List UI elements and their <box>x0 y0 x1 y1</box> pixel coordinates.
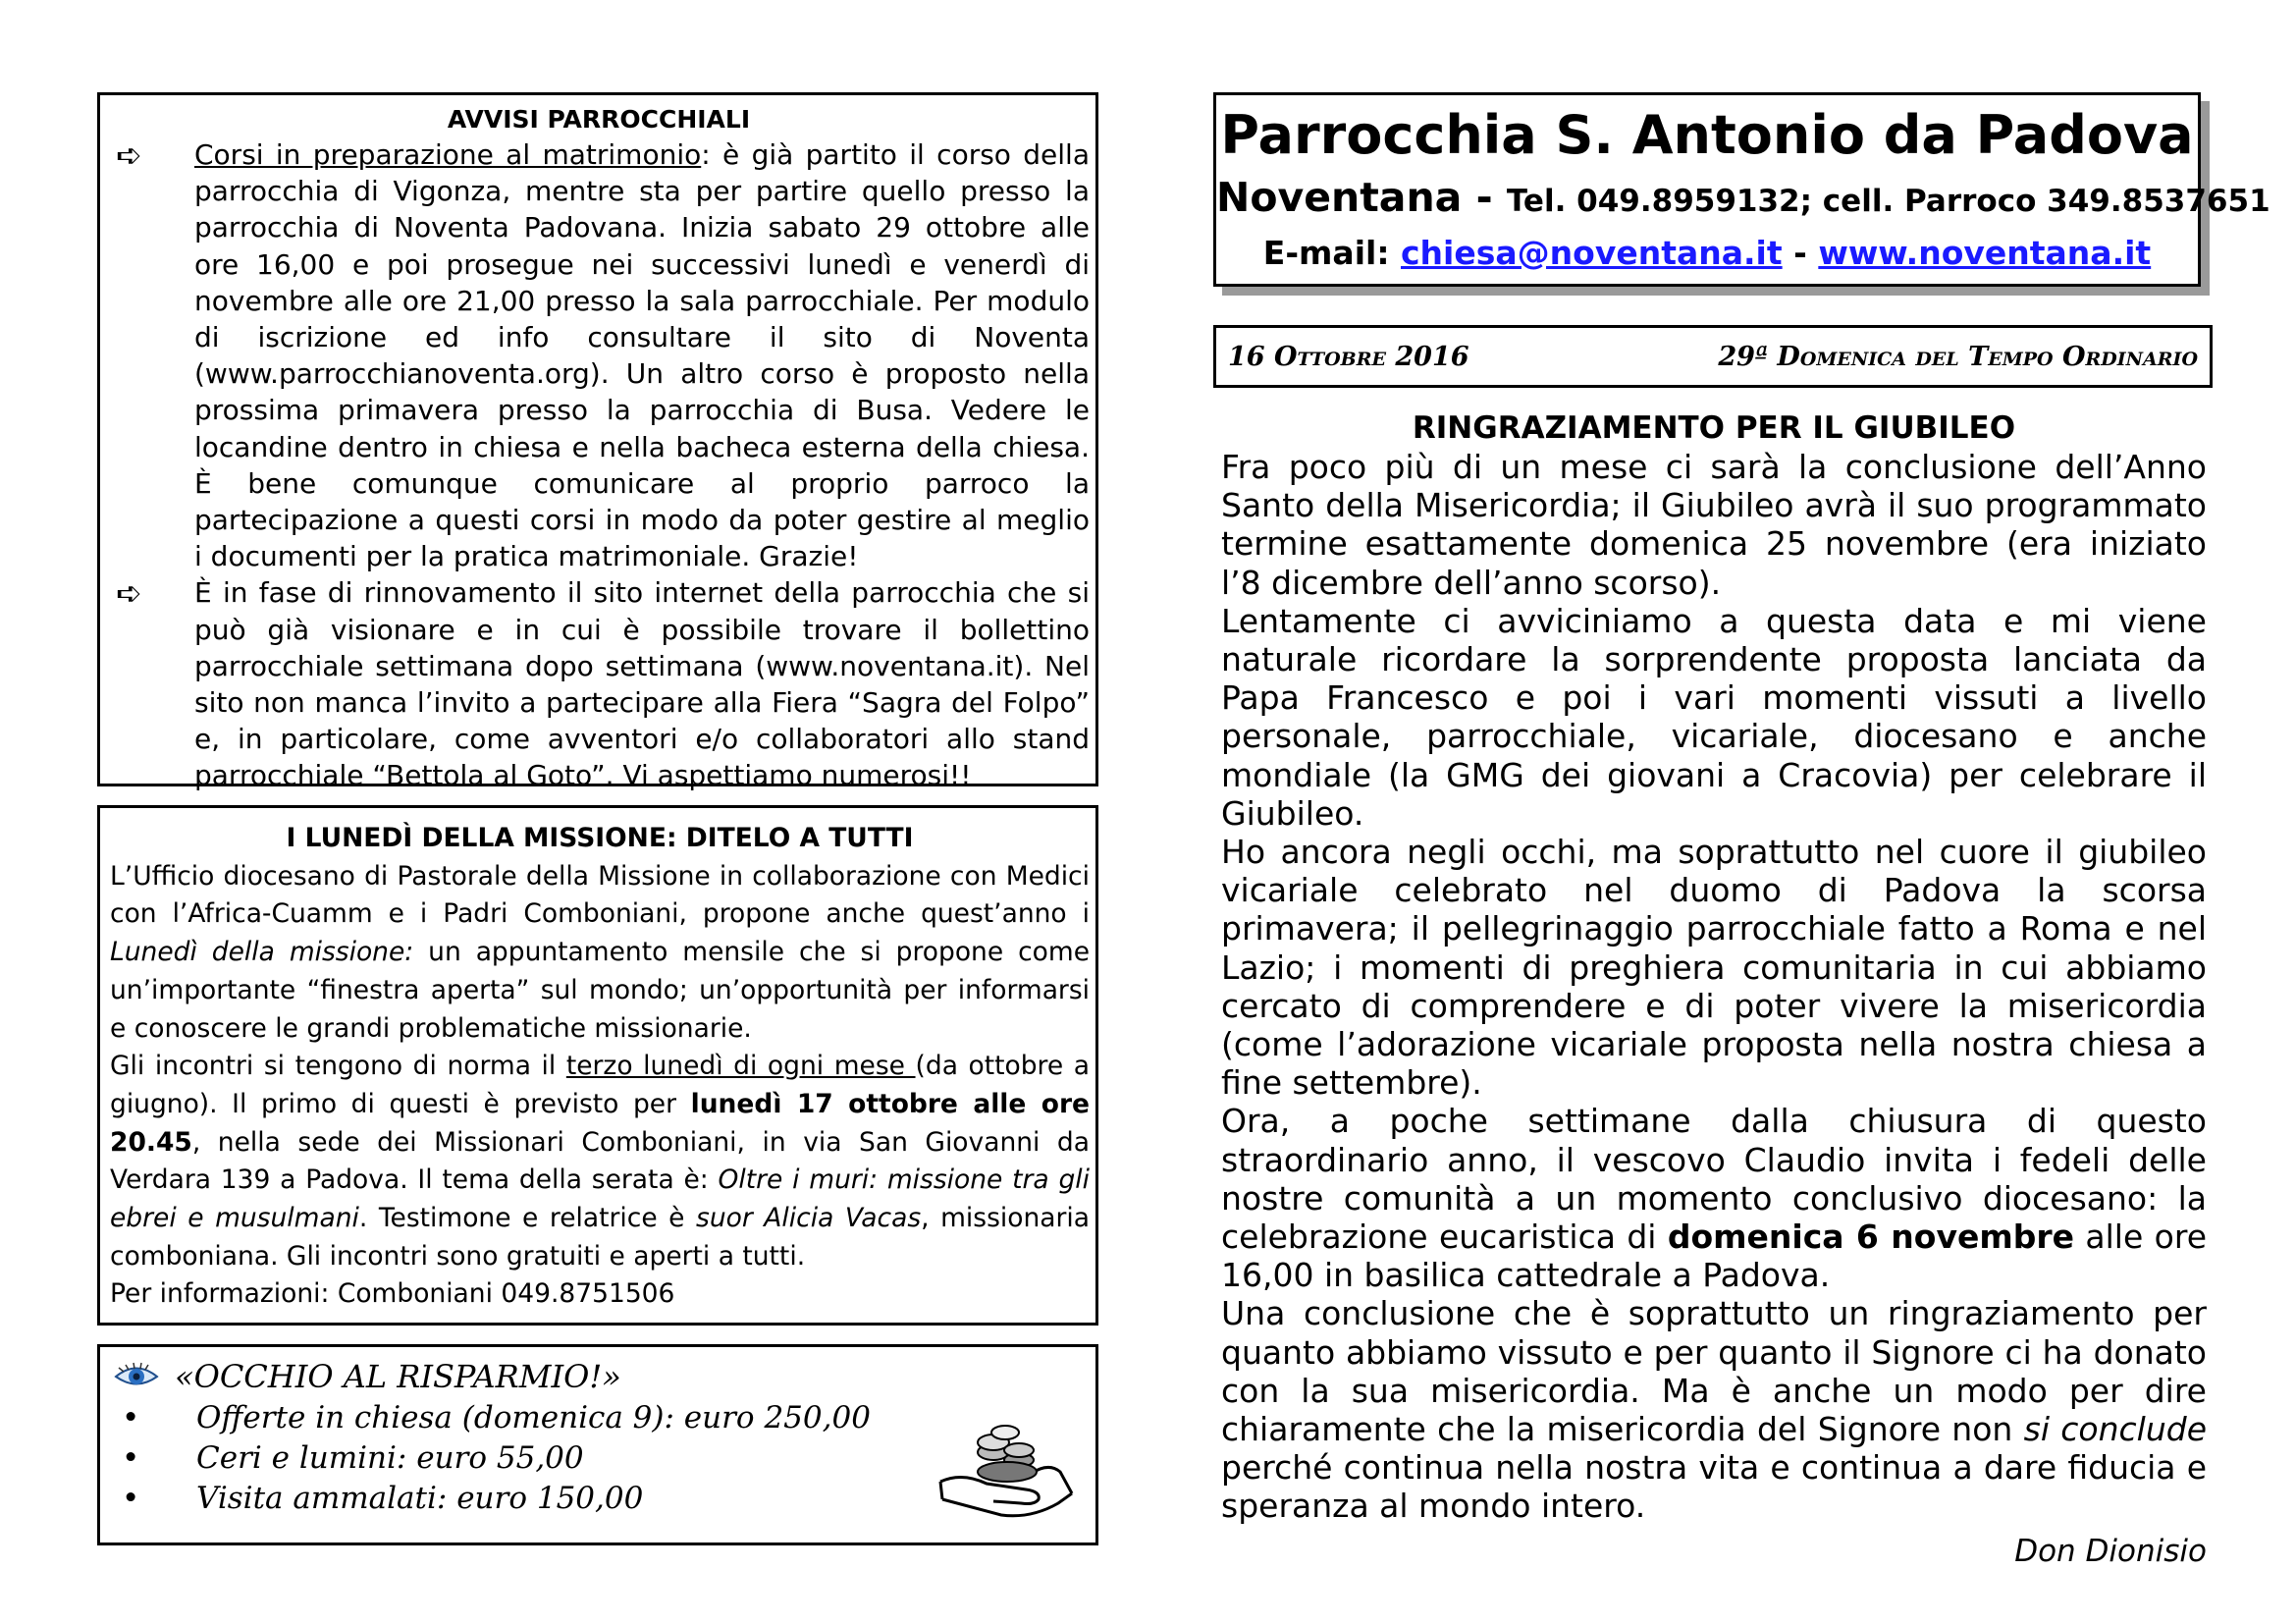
article-title: RINGRAZIAMENTO PER IL GIUBILEO <box>1412 410 2016 446</box>
article-signature: Don Dionisio <box>2014 1533 2207 1569</box>
lunedi-p2-text-e: , missionaria comboniana. Gli incontri sono gratuiti e aperti a tutti. <box>110 1203 1091 1272</box>
hands-with-coins-icon <box>933 1413 1080 1529</box>
website-link[interactable]: www.noventana.it <box>1818 234 2152 272</box>
article-p4-date: domenica 6 novembre <box>1667 1218 2075 1257</box>
occhio-title-row <box>114 1355 1090 1398</box>
lunedi-p2-theme: Oltre i muri: missione tra gli ebrei e musulmani <box>110 1164 1090 1234</box>
article-paragraph: Lentamente ci avviciniamo a questa data e mi viene naturale ricordare la sorprendente proposta lanciata da Papa Francesco e poi i vari momenti vissuti a livello personale, parrocchiale, vicariale, diocesano e anche mondiale (la GMG dei giovani a Cracovia) per celebrare il Giubileo. <box>1221 601 2207 833</box>
lunedi-p2-date: lunedì 17 ottobre alle ore 20.45 <box>110 1088 1090 1158</box>
avvisi-item2-text: È in fase di rinnovamento il sito internet della parrocchia che si può già visionare e in cui è possibile trovare il bollettino parrocchiale settimana dopo settimana (www.noventana.it). Nel sito non manca l’invito a partecipare alla Fiera “Sagra del Folpo” e, in particolare, come avventori e/o collaboratori allo stand parrocchiale “Bettola al Goto”. Vi aspettiamo numerosi!! <box>194 576 1090 792</box>
parish-header <box>1213 92 2270 287</box>
lunedi-title: I LUNEDÌ DELLA MISSIONE: DITELO A TUTTI <box>286 823 914 853</box>
avvisi-item-sito <box>108 574 1090 793</box>
date-line <box>1213 325 2213 388</box>
article-paragraph <box>1221 1102 2207 1294</box>
avvisi-item-matrimonio <box>108 136 1090 574</box>
article-giubileo <box>1221 408 2207 1573</box>
liturgical-sunday: 29ª Domenica del Tempo Ordinario <box>1718 341 2198 372</box>
lunedi-paragraph-2 <box>110 1048 1090 1275</box>
lunedi-p2-underline: terzo lunedì di ogni mese <box>565 1051 916 1082</box>
parish-title: Parrocchia S. Antonio da Padova <box>1220 104 2194 166</box>
parish-contacts <box>1216 170 2270 229</box>
article-paragraph <box>1221 1294 2207 1525</box>
separator: - <box>1782 234 1819 272</box>
lunedi-paragraph-1 <box>110 858 1090 1049</box>
lunedi-p1-italic: Lunedì della missione: <box>110 937 414 968</box>
parish-web-row <box>1216 229 2198 278</box>
eye-icon <box>114 1362 159 1391</box>
bullet-icon: • <box>122 1400 140 1435</box>
lunedi-p2-speaker: suor Alicia Vacas <box>696 1203 922 1234</box>
lunedi-p2-text-a: Gli incontri si tengono di norma il <box>110 1051 566 1082</box>
article-p4-text-a: Ora, a poche settimane dalla chiusura di questo straordinario anno, il vescovo Claudio invita i fedeli delle nostre comunità a un momento conclusivo diocesano: la celebrazione eucaristica di <box>1221 1102 2207 1257</box>
email-link[interactable]: chiesa@noventana.it <box>1401 234 1783 272</box>
lunedi-p1-text-b: un appuntamento mensile che si propone come un’importante “finestra aperta” sul mondo; un’opportunità per informarsi e conoscere le grandi problematiche missionarie. <box>110 937 1090 1044</box>
arrow-bullet-icon: ➪ <box>116 136 142 174</box>
article-p5-text-a: Una conclusione che è soprattutto un ringraziamento per quanto abbiamo vissuto e per quanto il Signore ci ha donato con la sua misericordia. Ma è anche un modo per dire chiaramente che la misericordia del Signore non <box>1221 1294 2207 1449</box>
bullet-icon: • <box>122 1440 140 1476</box>
offerte-item-text: Ceri e lumini: euro 55,00 <box>196 1440 584 1476</box>
avvisi-item1-body: : è già partito il corso della parrocchia di Vigonza, mentre sta per partire quello presso la parrocchia di Noventa Padovana. Inizia sabato 29 ottobre alle ore 16,00 e poi prosegue nei successivi lunedì e venerdì di novembre alle ore 21,00 presso la sala parrocchiale. Per modulo di iscrizione ed info consultare il sito di Noventa (www.parrocchianoventa.org). Un altro corso è proposto nella prossima primavera presso la parrocchia di Busa. Vedere le locandine dentro in chiesa e nella bacheca esterna della chiesa. È bene comunque comunicare al proprio parroco la partecipazione a questi corsi in modo da poter gestire al meglio i documenti per la pratica matrimoniale. Grazie! <box>194 138 1090 573</box>
occhio-risparmio-box <box>97 1344 1098 1545</box>
occhio-title: «OCCHIO AL RISPARMIO!» <box>175 1358 621 1395</box>
lunedi-missione-box <box>97 805 1098 1326</box>
article-paragraph: Ho ancora negli occhi, ma soprattutto nel cuore il giubileo vicariale celebrato nel duomo di Padova la scorsa primavera; il pellegrinaggio parrocchiale fatto a Roma e nel Lazio; i momenti di preghiera comunitaria in cui abbiamo cercato di comprendere e di poter vivere la misericordia (come l’adorazione vicariale proposta nella nostra chiesa a fine settembre). <box>1221 833 2207 1103</box>
bullet-icon: • <box>122 1481 140 1516</box>
avvisi-item1-head: Corsi in preparazione al matrimonio <box>194 138 702 171</box>
avvisi-title: AVVISI PARROCCHIALI <box>447 105 751 134</box>
arrow-bullet-icon: ➪ <box>116 574 142 613</box>
email-label: E-mail: <box>1262 234 1401 272</box>
lunedi-p2-text-b: (da ottobre a giugno). Il primo di questi è previsto per <box>110 1051 1090 1119</box>
lunedi-p2-text-c: , nella sede dei Missionari Comboniani, in via San Giovanni da Verdara 139 a Padova. Il tema della serata è: <box>110 1126 1090 1196</box>
parish-place: Noventana - <box>1216 174 1507 221</box>
lunedi-p2-text-d: . Testimone e relatrice è <box>358 1203 697 1234</box>
offerte-item-text: Visita ammalati: euro 150,00 <box>196 1481 644 1516</box>
offerte-item-text: Offerte in chiesa (domenica 9): euro 250,00 <box>196 1400 871 1435</box>
article-p5-italic: si conclude <box>2023 1410 2208 1449</box>
article-p4-text-b: alle ore 16,00 in basilica cattedrale a Padova. <box>1221 1218 2207 1295</box>
parish-phones: Tel. 049.8959132; cell. Parroco 349.8537651 <box>1506 184 2270 219</box>
article-p5-text-b: perché continua nella nostra vita e continua a dare fiducia e speranza al mondo intero. <box>1221 1448 2207 1526</box>
bulletin-date: 16 Ottobre 2016 <box>1228 341 1469 372</box>
article-paragraph: Fra poco più di un mese ci sarà la conclusione dell’Anno Santo della Misericordia; il Giubileo avrà il suo programmato termine esattamente domenica 25 novembre (era iniziato l’8 dicembre dell’anno scorso). <box>1221 448 2207 602</box>
lunedi-info: Per informazioni: Comboniani 049.8751506 <box>110 1278 675 1310</box>
avvisi-box <box>97 92 1098 792</box>
lunedi-p1-text-a: L’Ufficio diocesano di Pastorale della Missione in collaborazione con Medici con l’Africa-Cuamm e i Padri Comboniani, propone anche quest’anno i <box>110 860 1090 930</box>
